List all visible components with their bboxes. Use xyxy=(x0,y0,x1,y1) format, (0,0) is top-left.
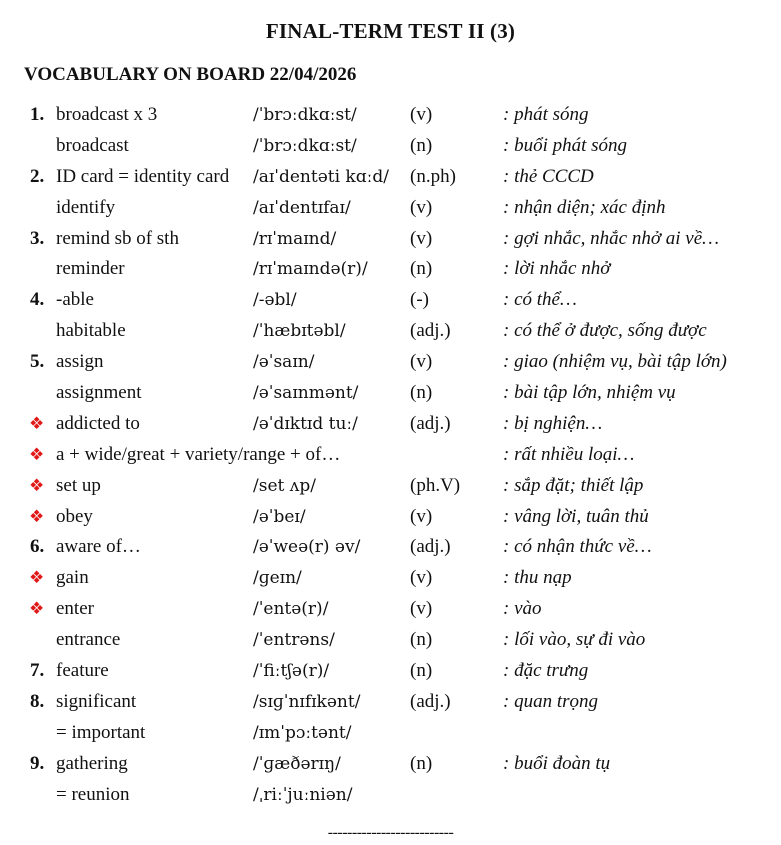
item-number: 9. xyxy=(30,752,45,774)
vocab-word: = important xyxy=(56,721,146,743)
vocab-part-of-speech: (n) xyxy=(410,660,433,682)
vocab-row xyxy=(0,532,781,563)
vocab-row xyxy=(0,378,781,409)
vocab-word: = reunion xyxy=(56,783,130,805)
vocab-word: a + wide/great + variety/range + of… xyxy=(56,443,341,465)
vocab-meaning: : có nhận thức về… xyxy=(503,536,652,558)
vocab-word: remind sb of sth xyxy=(56,227,179,249)
vocab-meaning: : bài tập lớn, nhiệm vụ xyxy=(503,382,676,404)
vocab-row xyxy=(0,409,781,440)
item-number: 2. xyxy=(30,165,45,187)
vocab-word: significant xyxy=(56,690,137,712)
vocab-part-of-speech: (ph.V) xyxy=(410,474,461,496)
diamond-bullet-icon: ❖ xyxy=(29,413,45,433)
vocab-meaning: : lời nhắc nhở xyxy=(503,258,611,280)
item-number: 7. xyxy=(30,660,45,682)
item-number: 5. xyxy=(30,351,45,373)
vocab-ipa: /ˈɡæðərɪŋ/ xyxy=(253,753,341,774)
diamond-bullet-icon: ❖ xyxy=(29,599,45,619)
vocab-row xyxy=(0,563,781,594)
vocab-ipa: /ˌriːˈjuːniən/ xyxy=(253,784,353,805)
vocab-part-of-speech: (adj.) xyxy=(410,412,451,434)
vocab-part-of-speech: (v) xyxy=(410,227,433,249)
end-divider: -------------------------- xyxy=(327,824,454,841)
vocab-ipa: /əˈsaɪn/ xyxy=(253,352,315,373)
vocab-ipa: /ɡeɪn/ xyxy=(253,568,302,589)
vocab-row xyxy=(0,502,781,533)
vocab-row xyxy=(0,687,781,718)
vocab-ipa: /rɪˈmaɪndə(r)/ xyxy=(253,259,368,280)
vocab-row xyxy=(0,625,781,656)
vocab-ipa: /ˈentə(r)/ xyxy=(253,599,329,620)
vocab-row xyxy=(0,780,781,811)
vocab-row xyxy=(0,131,781,162)
vocab-word: habitable xyxy=(56,320,126,342)
vocab-row xyxy=(0,594,781,625)
vocab-meaning: : phát sóng xyxy=(503,104,589,125)
vocab-part-of-speech: (n) xyxy=(410,752,433,774)
vocab-part-of-speech: (v) xyxy=(410,351,433,373)
vocab-ipa: /sɪɡˈnɪfɪkənt/ xyxy=(253,691,361,712)
vocab-ipa: /ˈentrəns/ xyxy=(253,630,335,651)
vocab-word: addicted to xyxy=(56,412,140,434)
vocab-meaning: : có thể ở được, sống được xyxy=(503,320,707,342)
vocab-word: feature xyxy=(56,660,109,682)
vocab-meaning: : đặc trưng xyxy=(503,660,589,682)
vocab-row xyxy=(0,254,781,285)
vocab-row xyxy=(0,224,781,255)
vocab-meaning: : buổi đoàn tụ xyxy=(503,752,611,774)
vocab-part-of-speech: (v) xyxy=(410,598,433,620)
vocab-meaning: : bị nghiện… xyxy=(503,412,603,434)
vocab-meaning: : quan trọng xyxy=(503,690,598,712)
vocab-meaning: : vào xyxy=(503,598,542,620)
vocab-row xyxy=(0,285,781,316)
vocab-ipa: /əˈweə(r) əv/ xyxy=(253,537,361,558)
vocab-ipa: /set ʌp/ xyxy=(253,475,316,496)
vocab-part-of-speech: (adj.) xyxy=(410,690,451,712)
vocab-word: entrance xyxy=(56,629,121,651)
vocab-row xyxy=(0,471,781,502)
item-number: 8. xyxy=(30,690,45,712)
vocab-ipa: /ˈhæbɪtəbl/ xyxy=(253,321,346,342)
vocab-word: identify xyxy=(56,196,116,218)
vocab-meaning: : vâng lời, tuân thủ xyxy=(503,505,649,527)
vocab-word: broadcast x 3 xyxy=(56,104,158,125)
item-number: 4. xyxy=(30,289,45,311)
vocab-ipa: /aɪˈdentɪfaɪ/ xyxy=(253,197,351,218)
vocab-part-of-speech: (-) xyxy=(410,289,429,311)
vocab-word: set up xyxy=(56,474,101,496)
vocab-row xyxy=(0,347,781,378)
vocab-ipa: /ˈbrɔːdkɑːst/ xyxy=(253,105,357,125)
vocab-meaning: : thẻ CCCD xyxy=(503,165,594,187)
vocab-word: gain xyxy=(56,567,89,589)
section-heading: VOCABULARY ON BOARD 22/04/2026 xyxy=(24,64,357,85)
diamond-bullet-icon: ❖ xyxy=(29,444,45,464)
vocab-ipa: /ˈfiːtʃə(r)/ xyxy=(253,661,330,682)
vocab-meaning: : gợi nhắc, nhắc nhở ai về… xyxy=(503,227,720,249)
vocab-row xyxy=(0,193,781,224)
vocab-word: -able xyxy=(56,289,94,311)
vocab-part-of-speech: (n) xyxy=(410,258,433,280)
vocab-meaning: : sắp đặt; thiết lập xyxy=(503,474,644,496)
vocab-ipa: /-əbl/ xyxy=(253,290,297,311)
vocab-part-of-speech: (v) xyxy=(410,196,433,218)
vocab-ipa: /əˈsaɪnmənt/ xyxy=(253,383,359,404)
vocab-row xyxy=(0,162,781,193)
vocab-word: gathering xyxy=(56,752,128,774)
vocab-ipa: /əˈbeɪ/ xyxy=(253,506,306,527)
vocab-meaning: : nhận diện; xác định xyxy=(503,196,666,218)
vocabulary-list xyxy=(0,100,781,810)
vocab-part-of-speech: (v) xyxy=(410,567,433,589)
vocab-meaning: : có thể… xyxy=(503,289,577,311)
item-number: 1. xyxy=(30,104,45,125)
vocab-row xyxy=(0,316,781,347)
vocab-ipa: /ɪmˈpɔːtənt/ xyxy=(253,722,352,743)
diamond-bullet-icon: ❖ xyxy=(29,475,45,495)
vocab-word: broadcast xyxy=(56,134,129,156)
vocab-part-of-speech: (v) xyxy=(410,104,433,125)
vocab-word: aware of… xyxy=(56,536,141,558)
vocab-word: obey xyxy=(56,505,93,527)
vocab-part-of-speech: (adj.) xyxy=(410,536,451,558)
vocab-part-of-speech: (n) xyxy=(410,382,433,404)
vocab-row xyxy=(0,656,781,687)
item-number: 6. xyxy=(30,536,45,558)
vocab-word: reminder xyxy=(56,258,125,280)
vocab-ipa: /əˈdɪktɪd tuː/ xyxy=(253,413,358,434)
vocab-row xyxy=(0,440,781,471)
item-number: 3. xyxy=(30,227,45,249)
vocab-row xyxy=(0,100,781,131)
vocab-meaning: : giao (nhiệm vụ, bài tập lớn) xyxy=(503,351,727,373)
vocab-part-of-speech: (adj.) xyxy=(410,320,451,342)
vocab-word: ID card = identity card xyxy=(56,165,230,187)
vocab-meaning: : buổi phát sóng xyxy=(503,134,628,156)
vocab-part-of-speech: (n) xyxy=(410,629,433,651)
vocab-part-of-speech: (n.ph) xyxy=(410,165,456,187)
vocab-part-of-speech: (v) xyxy=(410,505,433,527)
vocab-word: assign xyxy=(56,351,104,373)
diamond-bullet-icon: ❖ xyxy=(29,506,45,526)
vocab-meaning: : lối vào, sự đi vào xyxy=(503,629,646,651)
vocab-word: assignment xyxy=(56,382,142,404)
vocab-row xyxy=(0,718,781,749)
vocab-ipa: /ˈbrɔːdkɑːst/ xyxy=(253,135,357,156)
vocab-word: enter xyxy=(56,598,94,620)
vocab-part-of-speech: (n) xyxy=(410,134,433,156)
vocab-meaning: : thu nạp xyxy=(503,567,572,589)
vocab-row xyxy=(0,749,781,780)
vocab-meaning: : rất nhiều loại… xyxy=(503,443,635,465)
page-title: FINAL-TERM TEST II (3) xyxy=(265,19,516,43)
vocab-ipa: /rɪˈmaɪnd/ xyxy=(253,228,337,249)
vocab-ipa: /aɪˈdentəti kɑːd/ xyxy=(253,166,389,187)
diamond-bullet-icon: ❖ xyxy=(29,568,45,588)
